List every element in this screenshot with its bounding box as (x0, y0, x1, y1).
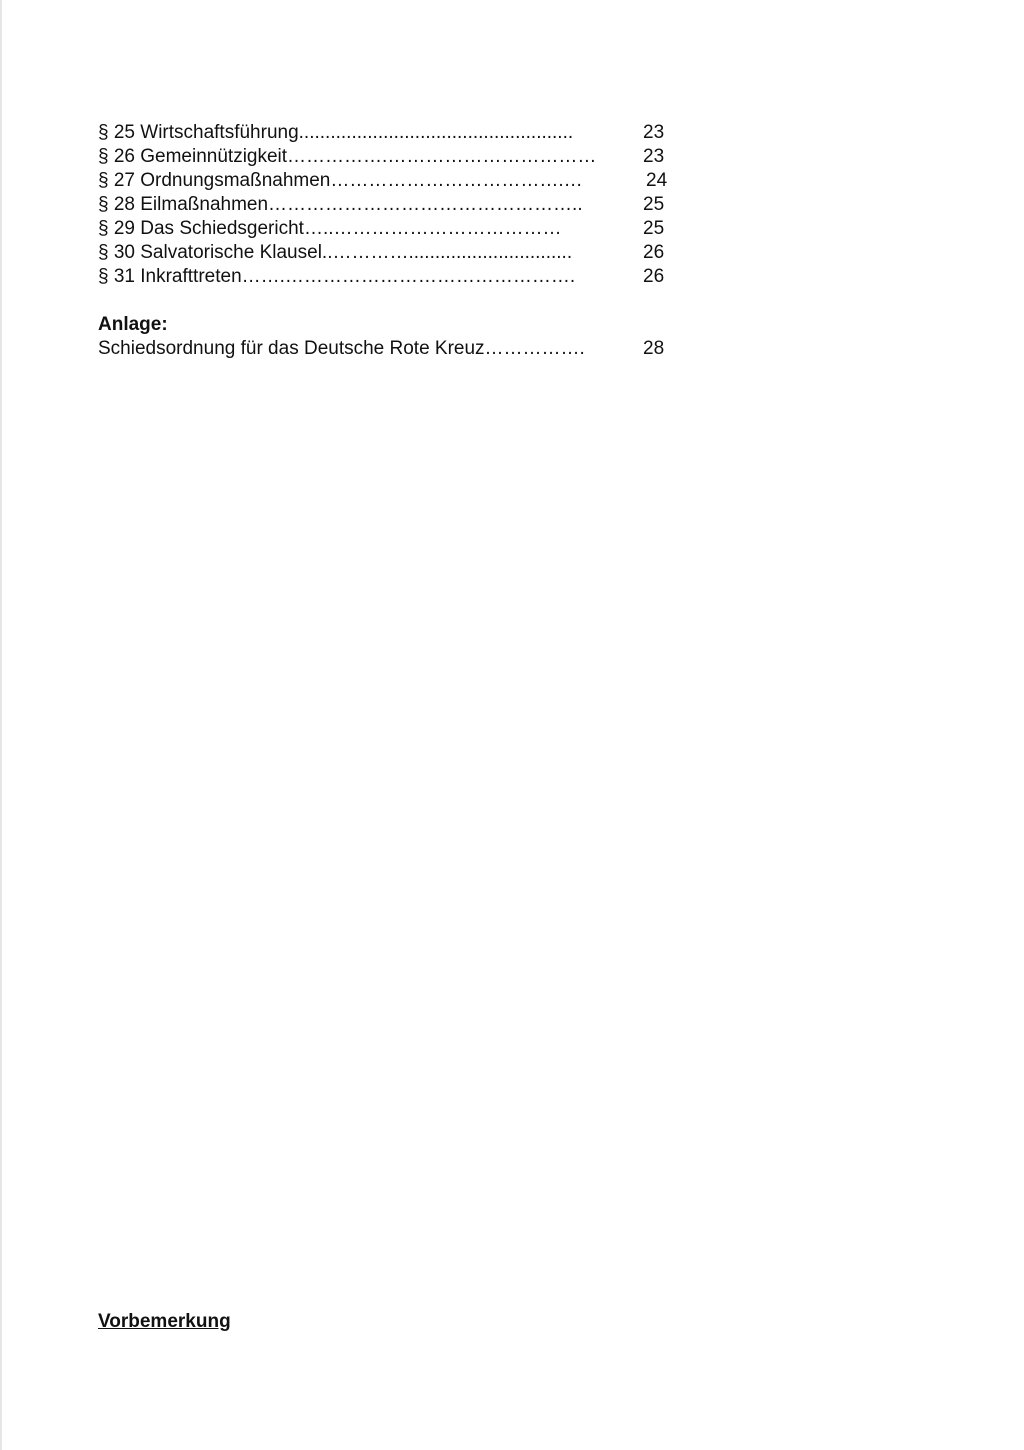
table-of-contents (98, 121, 678, 361)
toc-entry-25 (98, 121, 678, 145)
toc-entry-label: § 26 Gemeinnützigkeit…………….…………………………… (98, 146, 597, 167)
toc-entry-page: 26 (643, 242, 665, 263)
toc-entry-page: 23 (643, 146, 665, 167)
toc-entry-label: § 28 Eilmaßnahmen………………………………………….. (98, 194, 583, 215)
anlage-heading: Anlage: (98, 314, 168, 335)
toc-entry-26 (98, 145, 678, 169)
toc-entry-31 (98, 265, 678, 289)
toc-entry-page: 24 (646, 170, 668, 191)
toc-entry-page: 25 (643, 194, 665, 215)
page-edge (0, 0, 2, 1450)
toc-entry-page: 25 (643, 218, 665, 239)
toc-entry-anlage (98, 337, 678, 361)
section-heading-vorbemerkung: Vorbemerkung (98, 1311, 231, 1332)
toc-entry-page: 26 (643, 266, 665, 287)
toc-entry-page: 28 (643, 338, 665, 359)
toc-entry-label: § 31 Inkrafttreten…….………………………………………. (98, 266, 576, 287)
toc-entry-28 (98, 193, 678, 217)
spacer (98, 289, 678, 313)
toc-entry-30 (98, 241, 678, 265)
toc-entry-page: 23 (643, 122, 665, 143)
toc-entry-27 (98, 169, 678, 193)
toc-entry-label: § 30 Salvatorische Klausel..…………............................... (98, 242, 573, 263)
toc-entry-label: § 27 Ordnungsmaßnahmen……………………………….… (98, 170, 583, 191)
toc-entry-label: § 25 Wirtschaftsführung.................................................... (98, 122, 574, 143)
toc-entry-label: § 29 Das Schiedsgericht…..……………………………… (98, 218, 562, 239)
toc-entry-label: Schiedsordnung für das Deutsche Rote Kreuz……………. (98, 338, 585, 359)
toc-entry-29 (98, 217, 678, 241)
